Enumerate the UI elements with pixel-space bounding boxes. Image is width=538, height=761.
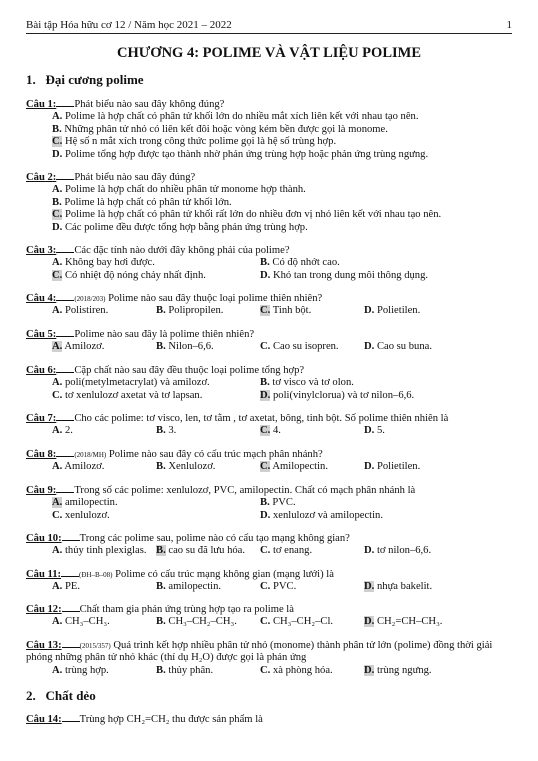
question-text: Polime nào sau đây là polime thiên nhiên? (74, 329, 255, 340)
section-heading-2: 2. Chất dẻo (26, 688, 96, 703)
option-b: B. tơ visco và tơ olon. (260, 377, 354, 389)
answer-highlight: C. (260, 461, 271, 473)
option-d: D. Polietilen. (364, 461, 421, 473)
question-label: Câu 7: (26, 413, 57, 424)
question-label: Câu 10: (26, 533, 62, 544)
question-3 (26, 244, 512, 282)
answer-highlight: D. (364, 581, 375, 593)
answer-highlight: C. (260, 425, 271, 437)
question-text: Phát biểu nào sau đây đúng? (74, 172, 196, 183)
option-c: C. Tinh bột. (260, 305, 312, 317)
answer-highlight: C. (52, 209, 63, 221)
question-1 (26, 98, 512, 161)
answer-highlight: C. (52, 269, 63, 281)
option-b: B. Những phân tử nhỏ có liên kết đôi hoặc vòng kém bền được gọi là monome. (52, 123, 388, 135)
question-label: Câu 5: (26, 329, 57, 340)
question-text: Trong các polime sau, polime nào có cấu tạo mạng không gian? (79, 533, 350, 544)
option-a: A. Amilozơ. (52, 461, 105, 473)
answer-highlight: D. (364, 616, 375, 628)
option-d: D. tơ nilon–6,6. (364, 545, 432, 557)
option-a: A. PE. (52, 581, 80, 593)
question-7 (26, 412, 512, 438)
option-b: B. Polime là hợp chất có phân tử khối lớn. (52, 196, 232, 208)
option-a: A. Polime là hợp chất do nhiều phân tử monome hợp thành. (52, 184, 306, 196)
answer-highlight: A. (52, 341, 63, 353)
option-a: A. 2. (52, 425, 73, 437)
option-a: A. Không bay hơi được. (52, 257, 155, 269)
answer-highlight: C. (260, 305, 271, 317)
option-d: D. CH₂=CH–CH₃. (364, 616, 443, 628)
option-c: C. xenlulozơ. (52, 509, 110, 521)
page-header (26, 17, 512, 34)
answer-highlight: D. (260, 389, 271, 401)
option-d: D. 5. (364, 425, 385, 437)
header-title: Bài tập Hóa hữu cơ 12 / Năm học 2021 – 2022 (26, 19, 232, 31)
question-text: Trong số các polime: xenlulozơ, PVC, amilopectin. Chất có mạch phân nhánh là (74, 485, 416, 496)
option-d: D. nhựa bakelit. (364, 581, 433, 593)
option-a: A. Polistiren. (52, 305, 109, 317)
option-d: D. poli(vinylclorua) và tơ nilon–6,6. (260, 389, 415, 401)
question-label: Câu 9: (26, 485, 57, 496)
question-12 (26, 603, 512, 629)
question-label: Câu 6: (26, 365, 57, 376)
question-text: Polime nào sau đây thuộc loại polime thiên nhiên? (108, 293, 323, 304)
option-b: B. Xenlulozơ. (156, 461, 216, 473)
option-c: C. tơ enang. (260, 545, 313, 557)
answer-highlight: A. (52, 497, 63, 509)
option-a: A. amilopectin. (52, 497, 118, 509)
question-label: Câu 12: (26, 604, 62, 615)
option-c: C. Hệ số n mắt xích trong công thức polime gọi là hệ số trùng hợp. (52, 136, 337, 148)
option-b: B. PVC. (260, 497, 296, 509)
section-heading-1: 1. Đại cương polime (26, 72, 144, 87)
question-label: Câu 8: (26, 449, 57, 460)
option-d: D. xenlulozơ và amilopectin. (260, 509, 384, 521)
option-b: B. 3. (156, 425, 177, 437)
option-d: D. Cao su buna. (364, 341, 432, 353)
answer-highlight: B. (156, 545, 166, 557)
option-c: C. Có nhiệt độ nóng chảy nhất định. (52, 269, 206, 281)
option-b: B. CH₃–CH₂–CH₃. (156, 616, 237, 628)
question-label: Câu 1: (26, 99, 57, 110)
question-text: Polime nào sau đây có cấu trúc mạch phân nhánh? (108, 449, 323, 460)
question-text: Quá trình kết hợp nhiều phân tử nhỏ (monome) thành phân tử lớn (polime) đồng thời giải phóng những phân tử nhỏ khác (thí dụ H₂O) được gọi là phản ứng (26, 640, 493, 664)
question-6 (26, 364, 512, 402)
option-b: B. Polipropilen. (156, 305, 224, 317)
question-text: Các đặc tính nào dưới đây không phải của polime? (74, 245, 290, 256)
question-text: Cho các polime: tơ visco, len, tơ tằm , tơ axetat, bông, tinh bột. Số polime thiên nhiên là (74, 413, 449, 424)
question-14 (26, 713, 512, 726)
question-label: Câu 2: (26, 172, 57, 183)
question-text: Polime có cấu trúc mạng không gian (mạng lưới) là (115, 569, 334, 580)
source-tag: (ĐH–B–08) (79, 571, 113, 579)
option-d: D. Polime tổng hợp được tạo thành nhờ phản ứng trùng hợp hoặc phản ứng trùng ngưng. (52, 148, 429, 160)
option-a: A. Polime là hợp chất có phân tử khối lớn do nhiều mắt xích liên kết với nhau tạo nên. (52, 111, 419, 123)
question-text: Chất tham gia phản ứng trùng hợp tạo ra polime là (79, 604, 294, 615)
question-label: Câu 14: (26, 714, 62, 725)
option-a: A. Amilozơ. (52, 341, 105, 353)
option-d: D. Polietilen. (364, 305, 421, 317)
source-tag: (2015/357) (79, 642, 111, 650)
question-10 (26, 532, 512, 558)
question-label: Câu 13: (26, 640, 62, 651)
question-label: Câu 11: (26, 569, 62, 580)
option-c: C. tơ xenlulozơ axetat và tơ lapsan. (52, 389, 203, 401)
question-2 (26, 171, 512, 234)
question-text: Cặp chất nào sau đây đều thuộc loại polime tổng hợp? (74, 365, 305, 376)
question-label: Câu 3: (26, 245, 57, 256)
chapter-title: CHƯƠNG 4: POLIME VÀ VẬT LIỆU POLIME (117, 45, 421, 61)
option-d: D. trùng ngưng. (364, 664, 432, 676)
option-b: B. amilopectin. (156, 581, 222, 593)
question-4 (26, 292, 512, 318)
option-c: C. CH₃–CH₂–Cl. (260, 616, 334, 628)
option-c: C. Cao su isopren. (260, 341, 339, 353)
question-text: Trùng hợp CH₂=CH₂ thu được sản phẩm là (79, 714, 263, 725)
option-b: B. cao su đã lưu hóa. (156, 545, 246, 557)
option-d: D. Các polime đều được tổng hợp bằng phản ứng trùng hợp. (52, 221, 308, 233)
question-11 (26, 568, 512, 594)
question-9 (26, 484, 512, 522)
question-5 (26, 328, 512, 354)
option-d: D. Khó tan trong dung môi thông dụng. (260, 269, 429, 281)
option-b: B. thủy phân. (156, 664, 214, 676)
option-c: C. 4. (260, 425, 281, 437)
answer-highlight: D. (364, 664, 375, 676)
option-c: C. PVC. (260, 581, 297, 593)
question-text: Phát biểu nào sau đây không đúng? (74, 99, 225, 110)
question-label: Câu 4: (26, 293, 57, 304)
option-c: C. Polime là hợp chất có phân tử khối rất lớn do nhiều đơn vị nhỏ liên kết với nhau tạo nên. (52, 209, 442, 221)
source-tag: (2018/203) (74, 295, 106, 303)
option-b: B. Có độ nhớt cao. (260, 257, 340, 269)
option-a: A. CH₃–CH₃. (52, 616, 110, 628)
question-13 (26, 639, 512, 677)
question-8 (26, 448, 512, 474)
page-number: 1 (506, 19, 512, 31)
option-c: C. xà phòng hóa. (260, 664, 333, 676)
option-c: C. Amilopectin. (260, 461, 328, 473)
option-b: B. Nilon–6,6. (156, 341, 214, 353)
option-a: A. poli(metylmetacrylat) và amilozơ. (52, 377, 210, 389)
source-tag: (2018/MH) (74, 451, 107, 459)
answer-highlight: C. (52, 136, 63, 148)
option-a: A. trùng hợp. (52, 664, 109, 676)
option-a: A. thủy tinh plexiglas. (52, 545, 147, 557)
